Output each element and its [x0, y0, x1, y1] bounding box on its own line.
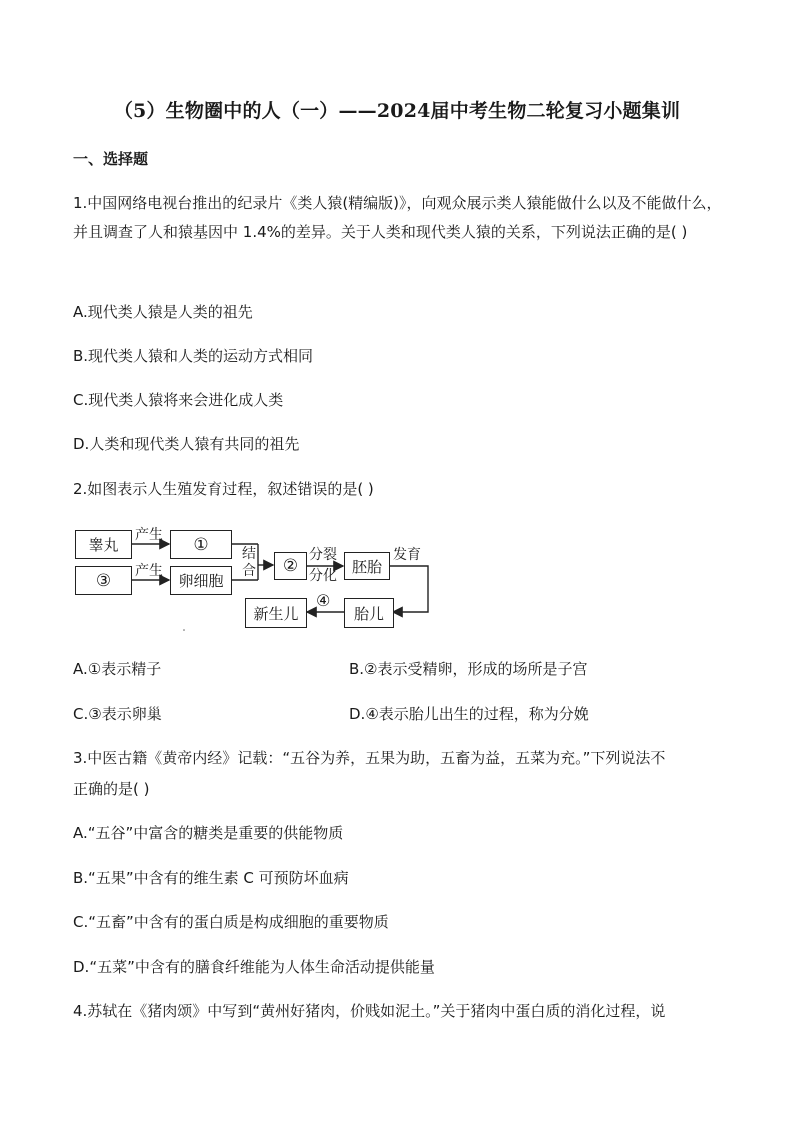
q1-option-d: D.人类和现代类人猿有共同的祖先 [73, 435, 300, 453]
q2-option-a: A.①表示精子 [73, 660, 162, 678]
question-3-stem-line1: 3.中医古籍《黄帝内经》记载：“五谷为养，五果为助，五畜为益，五菜为充。”下列说法不 [73, 749, 666, 767]
circle-1-box: ① [170, 530, 232, 559]
q3-option-b: B.“五果”中含有的维生素 C 可预防坏血病 [73, 869, 349, 887]
newborn-box: 新生儿 [245, 598, 307, 628]
q3-option-d: D.“五菜”中含有的膳食纤维能为人体生命活动提供能量 [73, 958, 435, 976]
produce-label-top: 产生 [135, 527, 163, 543]
question-1-stem: 1.中国网络电视台推出的纪录片《类人猿(精编版)》，向观众展示类人猿能做什么以及不能做什么，并且调查了人和猿基因中 1.4%的差异。关于人类和现代类人猿的关系，下列说法正确的是( ) [73, 194, 722, 241]
combine-label-2: 合 [242, 563, 256, 579]
q2-option-c: C.③表示卵巢 [73, 705, 162, 723]
circle-4-label: ④ [316, 591, 331, 610]
q2-option-d: D.④表示胎儿出生的过程，称为分娩 [349, 705, 589, 723]
q3-option-a: A.“五谷”中富含的糖类是重要的供能物质 [73, 824, 344, 842]
q1-option-c: C.现代类人猿将来会进化成人类 [73, 391, 284, 409]
q1-option-a: A.现代类人猿是人类的祖先 [73, 303, 253, 321]
fetus-box: 胎儿 [344, 598, 394, 628]
differentiate-label: 分化 [309, 568, 337, 584]
egg-cell-box: 卵细胞 [170, 566, 232, 595]
embryo-box: 胚胎 [344, 552, 390, 580]
circle-3-box: ③ [75, 566, 132, 595]
q1-option-b: B.现代类人猿和人类的运动方式相同 [73, 347, 314, 365]
divide-label: 分裂 [309, 547, 337, 563]
combine-label-1: 结 [242, 546, 256, 562]
question-2-stem: 2.如图表示人生殖发育过程，叙述错误的是( ) [73, 480, 374, 498]
testis-box: 睾丸 [75, 530, 132, 559]
page-title: （5）生物圈中的人（一）——2024届中考生物二轮复习小题集训 [113, 100, 681, 122]
circle-2-box: ② [274, 552, 307, 580]
develop-label: 发育 [393, 547, 421, 563]
section-heading: 一、选择题 [73, 150, 149, 168]
q3-option-c: C.“五畜”中含有的蛋白质是构成细胞的重要物质 [73, 913, 389, 931]
q2-option-b: B.②表示受精卵，形成的场所是子宫 [349, 660, 588, 678]
produce-label-bottom: 产生 [135, 563, 163, 579]
question-4-stem-line1: 4.苏轼在《猪肉颂》中写到“黄州好猪肉，价贱如泥土。”关于猪肉中蛋白质的消化过程，说 [73, 1002, 666, 1020]
question-3-stem-line2: 正确的是( ) [73, 780, 150, 798]
